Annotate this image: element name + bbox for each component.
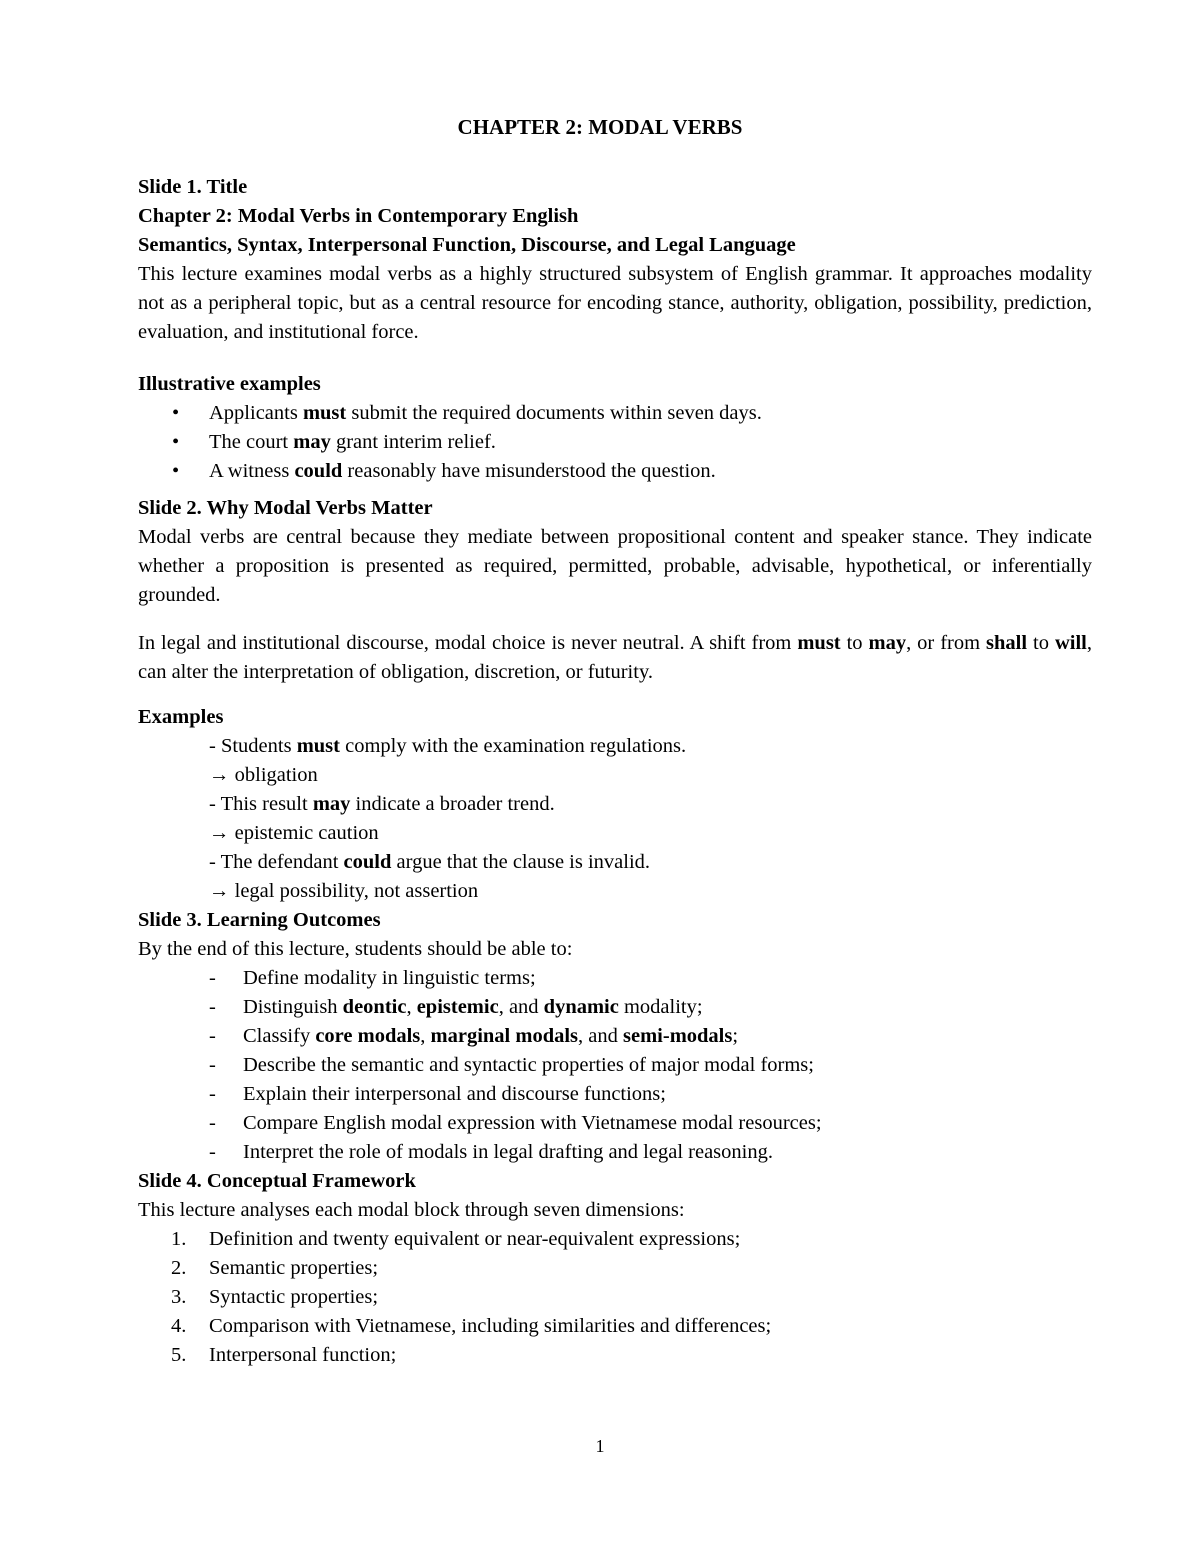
list-item: - Define modality in linguistic terms; [209, 967, 536, 989]
list-item: - Explain their interpersonal and discourse functions; [209, 1083, 666, 1105]
slide1-subtitle: Chapter 2: Modal Verbs in Contemporary English [138, 205, 579, 227]
slide3-intro: By the end of this lecture, students should be able to: [138, 938, 573, 960]
slide2-heading: Slide 2. Why Modal Verbs Matter [138, 497, 433, 519]
slide2-paragraph-2: In legal and institutional discourse, modal choice is never neutral. A shift from must to may, or from shall to will, can alter the interpretation of obligation, discretion, or futurity. [138, 632, 1092, 683]
slide2-examples [138, 703, 1092, 1370]
slide1-intro-paragraph: This lecture examines modal verbs as a highly structured subsystem of English grammar. It approaches modality not as a peripheral topic, but as a central resource for encoding stance, authority, obligation, possibility, prediction, evaluation, and institutional force. [138, 263, 1092, 343]
slide1-subtitle2: Semantics, Syntax, Interpersonal Function, Discourse, and Legal Language [138, 234, 796, 256]
list-item: - Describe the semantic and syntactic properties of major modal forms; [209, 1054, 814, 1076]
list-item: 4. Comparison with Vietnamese, including similarities and differences; [171, 1315, 772, 1337]
list-item: 3. Syntactic properties; [171, 1286, 379, 1308]
slide3-heading: Slide 3. Learning Outcomes [138, 909, 381, 931]
chapter-title: CHAPTER 2: MODAL VERBS [457, 115, 743, 139]
example-sentence: - Students must comply with the examination regulations. [209, 735, 687, 757]
list-item: • The court may grant interim relief. [138, 428, 1092, 457]
example-sentence: - The defendant could argue that the clause is invalid. [209, 851, 651, 873]
example-gloss: → legal possibility, not assertion [209, 880, 479, 902]
list-item: • Applicants must submit the required documents within seven days. [138, 399, 1092, 428]
examples-heading: Examples [138, 706, 224, 728]
example-gloss: → obligation [209, 764, 318, 786]
slide2-section [138, 494, 1092, 610]
example-gloss: → epistemic caution [209, 822, 379, 844]
slide4-intro: This lecture analyses each modal block through seven dimensions: [138, 1199, 685, 1221]
list-item: 1. Definition and twenty equivalent or near-equivalent expressions; [171, 1228, 741, 1250]
slide1-examples [138, 370, 1092, 486]
list-item: 5. Interpersonal function; [171, 1344, 397, 1366]
slide1-section [138, 173, 1092, 347]
list-item: - Compare English modal expression with Vietnamese modal resources; [209, 1112, 822, 1134]
illustrative-examples-heading: Illustrative examples [138, 373, 321, 395]
illustrative-examples-list [138, 399, 1092, 486]
page-number: 1 [595, 1436, 605, 1456]
list-item: - Classify core modals, marginal modals, and semi-modals; [209, 1025, 739, 1047]
list-item: • A witness could reasonably have misunderstood the question. [138, 457, 1092, 486]
list-item: - Distinguish deontic, epistemic, and dynamic modality; [209, 996, 703, 1018]
list-item: 2. Semantic properties; [171, 1257, 379, 1279]
list-item: - Interpret the role of modals in legal drafting and legal reasoning. [209, 1141, 773, 1163]
slide2-paragraph-1: Modal verbs are central because they mediate between propositional content and speaker stance. They indicate whether a proposition is presented as required, permitted, probable, advisable, hypothetical, or inferentially grounded. [138, 526, 1092, 606]
slide1-heading: Slide 1. Title [138, 176, 248, 198]
example-sentence: - This result may indicate a broader trend. [209, 793, 555, 815]
slide4-heading: Slide 4. Conceptual Framework [138, 1170, 416, 1192]
